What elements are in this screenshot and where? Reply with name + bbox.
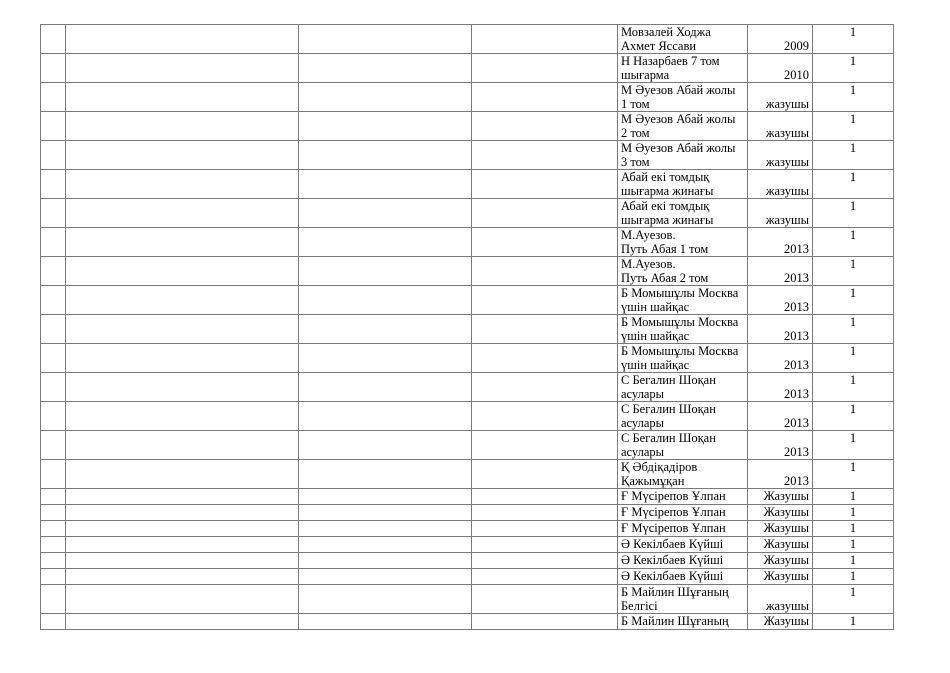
quantity-cell: 1 bbox=[813, 489, 894, 505]
quantity-cell: 1 bbox=[813, 505, 894, 521]
year-cell: жазушы bbox=[748, 585, 813, 614]
quantity-cell: 1 bbox=[813, 553, 894, 569]
blank-cell-b bbox=[299, 25, 472, 54]
year-cell: Жазушы bbox=[748, 553, 813, 569]
blank-cell-c bbox=[472, 373, 618, 402]
blank-cell-c bbox=[472, 553, 618, 569]
table-row bbox=[41, 170, 894, 199]
blank-cell-c bbox=[472, 228, 618, 257]
index-cell bbox=[41, 505, 66, 521]
year-cell: 2013 bbox=[748, 228, 813, 257]
table-row bbox=[41, 585, 894, 614]
blank-cell-c bbox=[472, 25, 618, 54]
year-cell: Жазушы bbox=[748, 489, 813, 505]
blank-cell-b bbox=[299, 431, 472, 460]
title-line: Ғ Мүсірепов Ұлпан bbox=[621, 489, 726, 503]
title-line: С Бегалин Шоқан bbox=[621, 402, 716, 416]
year-cell: жазушы bbox=[748, 170, 813, 199]
title-cell bbox=[618, 83, 748, 112]
table-row bbox=[41, 257, 894, 286]
title-cell bbox=[618, 505, 748, 521]
quantity-cell: 1 bbox=[813, 199, 894, 228]
blank-cell-a bbox=[66, 402, 299, 431]
blank-cell-b bbox=[299, 112, 472, 141]
title-line: Б Момышұлы Москва bbox=[621, 344, 739, 358]
blank-cell-c bbox=[472, 537, 618, 553]
title-line: Қажымұқан bbox=[621, 474, 685, 488]
title-line: Ә Кекілбаев Күйші bbox=[621, 553, 724, 567]
table-row bbox=[41, 402, 894, 431]
year-cell: 2013 bbox=[748, 315, 813, 344]
quantity-cell: 1 bbox=[813, 286, 894, 315]
blank-cell-b bbox=[299, 521, 472, 537]
title-line: Қ Әбдіқадіров bbox=[621, 460, 698, 474]
year-cell: 2013 bbox=[748, 373, 813, 402]
blank-cell-b bbox=[299, 402, 472, 431]
quantity-cell: 1 bbox=[813, 170, 894, 199]
index-cell bbox=[41, 286, 66, 315]
blank-cell-a bbox=[66, 199, 299, 228]
blank-cell-c bbox=[472, 257, 618, 286]
year-cell: 2013 bbox=[748, 286, 813, 315]
blank-cell-a bbox=[66, 344, 299, 373]
title-cell bbox=[618, 489, 748, 505]
blank-cell-a bbox=[66, 553, 299, 569]
quantity-cell: 1 bbox=[813, 112, 894, 141]
blank-cell-b bbox=[299, 505, 472, 521]
table-row bbox=[41, 460, 894, 489]
year-cell: жазушы bbox=[748, 141, 813, 170]
blank-cell-a bbox=[66, 315, 299, 344]
year-cell: Жазушы bbox=[748, 505, 813, 521]
title-line: М Әуезов Абай жолы bbox=[621, 83, 736, 97]
quantity-cell: 1 bbox=[813, 54, 894, 83]
blank-cell-a bbox=[66, 257, 299, 286]
table-row bbox=[41, 54, 894, 83]
index-cell bbox=[41, 54, 66, 83]
index-cell bbox=[41, 228, 66, 257]
year-cell: 2013 bbox=[748, 344, 813, 373]
blank-cell-a bbox=[66, 25, 299, 54]
title-line: С Бегалин Шоқан bbox=[621, 373, 716, 387]
title-line: Путь Абая 2 том bbox=[621, 271, 709, 285]
table-row bbox=[41, 521, 894, 537]
title-line: шығарма жинағы bbox=[621, 184, 714, 198]
table-row bbox=[41, 228, 894, 257]
table-row bbox=[41, 553, 894, 569]
quantity-cell: 1 bbox=[813, 83, 894, 112]
blank-cell-c bbox=[472, 521, 618, 537]
inventory-table bbox=[40, 24, 894, 630]
index-cell bbox=[41, 489, 66, 505]
title-cell bbox=[618, 373, 748, 402]
year-cell: 2013 bbox=[748, 460, 813, 489]
title-line: М.Ауезов. bbox=[621, 228, 676, 242]
title-cell bbox=[618, 521, 748, 537]
quantity-cell: 1 bbox=[813, 141, 894, 170]
quantity-cell: 1 bbox=[813, 25, 894, 54]
year-cell: 2009 bbox=[748, 25, 813, 54]
title-cell bbox=[618, 614, 748, 630]
index-cell bbox=[41, 569, 66, 585]
year-cell: жазушы bbox=[748, 112, 813, 141]
title-line: үшін шайқас bbox=[621, 300, 690, 314]
title-line: С Бегалин Шоқан bbox=[621, 431, 716, 445]
title-line: асулары bbox=[621, 445, 665, 459]
table-row bbox=[41, 537, 894, 553]
title-cell bbox=[618, 257, 748, 286]
blank-cell-b bbox=[299, 614, 472, 630]
title-line: шығарма bbox=[621, 68, 670, 82]
blank-cell-b bbox=[299, 199, 472, 228]
blank-cell-c bbox=[472, 431, 618, 460]
blank-cell-a bbox=[66, 286, 299, 315]
blank-cell-b bbox=[299, 141, 472, 170]
index-cell bbox=[41, 460, 66, 489]
title-line: Б Момышұлы Москва bbox=[621, 315, 739, 329]
title-cell bbox=[618, 585, 748, 614]
table-row bbox=[41, 199, 894, 228]
blank-cell-c bbox=[472, 286, 618, 315]
blank-cell-b bbox=[299, 373, 472, 402]
title-cell bbox=[618, 569, 748, 585]
blank-cell-b bbox=[299, 315, 472, 344]
title-cell bbox=[618, 460, 748, 489]
year-cell: 2013 bbox=[748, 257, 813, 286]
blank-cell-c bbox=[472, 402, 618, 431]
title-line: Абай екі томдық bbox=[621, 170, 710, 184]
blank-cell-a bbox=[66, 521, 299, 537]
title-line: Б Майлин Шұғаның bbox=[621, 614, 729, 628]
blank-cell-b bbox=[299, 170, 472, 199]
title-line: шығарма жинағы bbox=[621, 213, 714, 227]
title-line: Н Назарбаев 7 том bbox=[621, 54, 720, 68]
blank-cell-a bbox=[66, 112, 299, 141]
title-line: Ғ Мүсірепов Ұлпан bbox=[621, 505, 726, 519]
index-cell bbox=[41, 553, 66, 569]
index-cell bbox=[41, 537, 66, 553]
title-cell bbox=[618, 315, 748, 344]
index-cell bbox=[41, 585, 66, 614]
table-row bbox=[41, 25, 894, 54]
index-cell bbox=[41, 25, 66, 54]
title-line: Ә Кекілбаев Күйші bbox=[621, 569, 724, 583]
title-line: М Әуезов Абай жолы bbox=[621, 112, 736, 126]
blank-cell-c bbox=[472, 315, 618, 344]
year-cell: 2010 bbox=[748, 54, 813, 83]
quantity-cell: 1 bbox=[813, 315, 894, 344]
title-line: асулары bbox=[621, 387, 665, 401]
title-cell bbox=[618, 25, 748, 54]
title-line: Ә Кекілбаев Күйші bbox=[621, 537, 724, 551]
table-row bbox=[41, 344, 894, 373]
blank-cell-a bbox=[66, 170, 299, 199]
title-line: асулары bbox=[621, 416, 665, 430]
table-row bbox=[41, 614, 894, 630]
blank-cell-a bbox=[66, 228, 299, 257]
title-line: Путь Абая 1 том bbox=[621, 242, 709, 256]
index-cell bbox=[41, 344, 66, 373]
quantity-cell: 1 bbox=[813, 521, 894, 537]
blank-cell-c bbox=[472, 614, 618, 630]
title-cell bbox=[618, 431, 748, 460]
year-cell: 2013 bbox=[748, 431, 813, 460]
blank-cell-b bbox=[299, 553, 472, 569]
index-cell bbox=[41, 257, 66, 286]
year-cell: жазушы bbox=[748, 83, 813, 112]
blank-cell-a bbox=[66, 141, 299, 170]
blank-cell-b bbox=[299, 228, 472, 257]
title-line: М.Ауезов. bbox=[621, 257, 676, 271]
quantity-cell: 1 bbox=[813, 614, 894, 630]
title-cell bbox=[618, 228, 748, 257]
blank-cell-a bbox=[66, 569, 299, 585]
title-line: Б Момышұлы Москва bbox=[621, 286, 739, 300]
blank-cell-c bbox=[472, 585, 618, 614]
blank-cell-b bbox=[299, 344, 472, 373]
index-cell bbox=[41, 431, 66, 460]
index-cell bbox=[41, 373, 66, 402]
title-cell bbox=[618, 553, 748, 569]
blank-cell-c bbox=[472, 505, 618, 521]
blank-cell-c bbox=[472, 199, 618, 228]
table-row bbox=[41, 373, 894, 402]
quantity-cell: 1 bbox=[813, 460, 894, 489]
blank-cell-a bbox=[66, 373, 299, 402]
title-line: 3 том bbox=[621, 155, 650, 169]
blank-cell-c bbox=[472, 170, 618, 199]
quantity-cell: 1 bbox=[813, 402, 894, 431]
blank-cell-c bbox=[472, 569, 618, 585]
index-cell bbox=[41, 112, 66, 141]
blank-cell-a bbox=[66, 489, 299, 505]
table-row bbox=[41, 505, 894, 521]
blank-cell-b bbox=[299, 257, 472, 286]
index-cell bbox=[41, 614, 66, 630]
index-cell bbox=[41, 315, 66, 344]
title-cell bbox=[618, 344, 748, 373]
title-cell bbox=[618, 286, 748, 315]
blank-cell-a bbox=[66, 83, 299, 112]
title-line: 2 том bbox=[621, 126, 650, 140]
blank-cell-c bbox=[472, 489, 618, 505]
title-cell bbox=[618, 402, 748, 431]
year-cell: Жазушы bbox=[748, 521, 813, 537]
quantity-cell: 1 bbox=[813, 585, 894, 614]
quantity-cell: 1 bbox=[813, 569, 894, 585]
year-cell: Жазушы bbox=[748, 569, 813, 585]
table-row bbox=[41, 112, 894, 141]
table-row bbox=[41, 286, 894, 315]
year-cell: Жазушы bbox=[748, 614, 813, 630]
title-line: Абай екі томдық bbox=[621, 199, 710, 213]
table-row bbox=[41, 83, 894, 112]
blank-cell-b bbox=[299, 569, 472, 585]
title-cell bbox=[618, 112, 748, 141]
table-row bbox=[41, 489, 894, 505]
year-cell: жазушы bbox=[748, 199, 813, 228]
quantity-cell: 1 bbox=[813, 344, 894, 373]
title-line: Ахмет Яссави bbox=[621, 39, 697, 53]
index-cell bbox=[41, 521, 66, 537]
blank-cell-a bbox=[66, 505, 299, 521]
index-cell bbox=[41, 402, 66, 431]
title-line: үшін шайқас bbox=[621, 358, 690, 372]
blank-cell-b bbox=[299, 54, 472, 83]
title-line: 1 том bbox=[621, 97, 650, 111]
quantity-cell: 1 bbox=[813, 228, 894, 257]
title-line: Белгісі bbox=[621, 599, 658, 613]
blank-cell-c bbox=[472, 344, 618, 373]
quantity-cell: 1 bbox=[813, 257, 894, 286]
blank-cell-a bbox=[66, 585, 299, 614]
blank-cell-b bbox=[299, 83, 472, 112]
blank-cell-a bbox=[66, 431, 299, 460]
blank-cell-a bbox=[66, 537, 299, 553]
year-cell: 2013 bbox=[748, 402, 813, 431]
blank-cell-b bbox=[299, 537, 472, 553]
title-cell bbox=[618, 537, 748, 553]
blank-cell-b bbox=[299, 585, 472, 614]
index-cell bbox=[41, 199, 66, 228]
quantity-cell: 1 bbox=[813, 431, 894, 460]
blank-cell-a bbox=[66, 614, 299, 630]
table-row bbox=[41, 315, 894, 344]
blank-cell-a bbox=[66, 54, 299, 83]
quantity-cell: 1 bbox=[813, 373, 894, 402]
inventory-rows bbox=[41, 25, 894, 630]
blank-cell-c bbox=[472, 54, 618, 83]
index-cell bbox=[41, 141, 66, 170]
index-cell bbox=[41, 170, 66, 199]
title-line: Ғ Мүсірепов Ұлпан bbox=[621, 521, 726, 535]
blank-cell-b bbox=[299, 489, 472, 505]
year-cell: Жазушы bbox=[748, 537, 813, 553]
title-cell bbox=[618, 54, 748, 83]
title-line: Б Майлин Шұғаның bbox=[621, 585, 729, 599]
blank-cell-c bbox=[472, 83, 618, 112]
blank-cell-c bbox=[472, 460, 618, 489]
title-line: Мовзалей Ходжа bbox=[621, 25, 711, 39]
table-row bbox=[41, 431, 894, 460]
title-cell bbox=[618, 199, 748, 228]
quantity-cell: 1 bbox=[813, 537, 894, 553]
title-line: М Әуезов Абай жолы bbox=[621, 141, 736, 155]
blank-cell-b bbox=[299, 286, 472, 315]
blank-cell-b bbox=[299, 460, 472, 489]
title-cell bbox=[618, 141, 748, 170]
blank-cell-c bbox=[472, 141, 618, 170]
title-cell bbox=[618, 170, 748, 199]
table-row bbox=[41, 569, 894, 585]
table-row bbox=[41, 141, 894, 170]
blank-cell-c bbox=[472, 112, 618, 141]
blank-cell-a bbox=[66, 460, 299, 489]
index-cell bbox=[41, 83, 66, 112]
title-line: үшін шайқас bbox=[621, 329, 690, 343]
